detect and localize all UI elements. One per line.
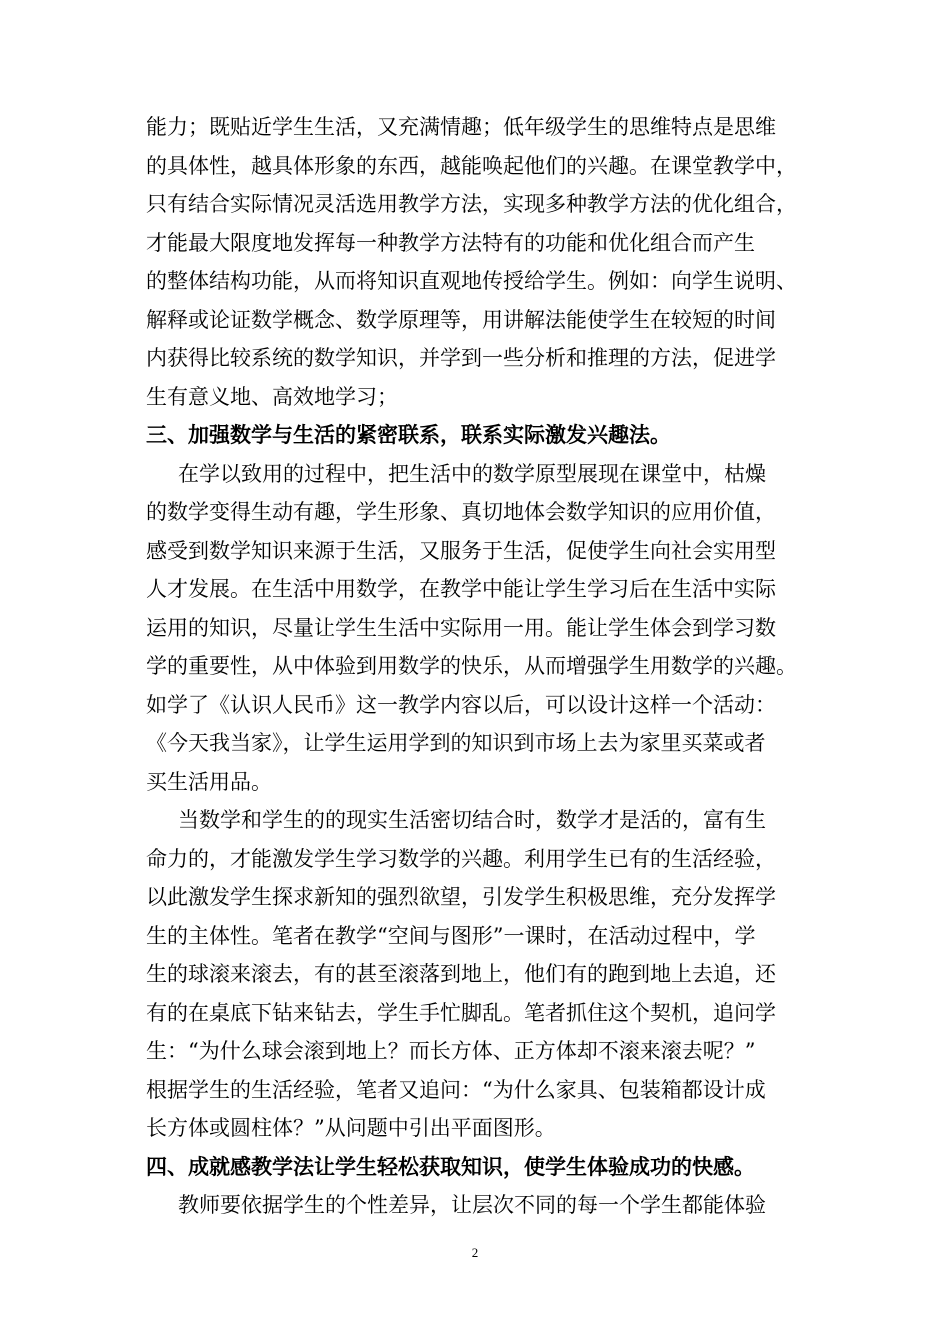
- text-line: 的整体结构功能，从而将知识直观地传授给学生。例如：向学生说明、: [146, 269, 797, 293]
- text-line: 生的球滚来滚去，有的甚至滚落到地上，他们有的跑到地上去追，还: [146, 962, 776, 986]
- text-line: 解释或论证数学概念、数学原理等，用讲解法能使学生在较短的时间: [146, 307, 776, 332]
- text-line: 只有结合实际情况灵活选用教学方法，实现多种教学方法的优化组合，: [146, 192, 797, 216]
- text-line: 买生活用品。: [146, 769, 272, 794]
- text-line: 当数学和学生的的现实生活密切结合时，数学才是活的，富有生: [178, 808, 766, 832]
- text-line: 学的重要性，从中体验到用数学的快乐，从而增强学生用数学的兴趣。: [146, 654, 797, 678]
- text-line: 命力的，才能激发学生学习数学的兴趣。利用学生已有的生活经验，: [146, 846, 776, 871]
- text-line: 《今天我当家》，让学生运用学到的知识到市场上去为家里买菜或者: [146, 731, 766, 755]
- text-line: 的数学变得生动有趣，学生形象、真切地体会数学知识的应用价值，: [146, 500, 776, 524]
- text-line: 根据学生的生活经验，笔者又追问：“为什么家具、包装箱都设计成: [146, 1077, 766, 1102]
- section-heading: 三、加强数学与生活的紧密联系，联系实际激发兴趣法。: [146, 422, 671, 447]
- text-line: 生有意义地、高效地学习；: [146, 384, 398, 409]
- text-line: 感受到数学知识来源于生活，又服务于生活，促使学生向社会实用型: [146, 538, 776, 563]
- text-line: 有的在桌底下钻来钻去，学生手忙脚乱。笔者抓住这个契机，追问学: [146, 1000, 776, 1025]
- text-line: 人才发展。在生活中用数学，在教学中能让学生学习后在生活中实际: [146, 577, 776, 601]
- text-line: 在学以致用的过程中，把生活中的数学原型展现在课堂中，枯燥: [178, 461, 766, 486]
- text-line: 内获得比较系统的数学知识，并学到一些分析和推理的方法，促进学: [146, 346, 776, 370]
- page-number: 2: [471, 1245, 479, 1260]
- text-line: 生：“为什么球会滚到地上？而长方体、正方体却不滚来滚去呢？”: [146, 1039, 756, 1063]
- body-text: [146, 108, 811, 1225]
- text-line: 运用的知识，尽量让学生生活中实际用一用。能让学生体会到学习数: [146, 615, 776, 640]
- text-line: 才能最大限度地发挥每一种教学方法特有的功能和优化组合而产生: [146, 230, 755, 255]
- text-line: 长方体或圆柱体？”从问题中引出平面图形。: [146, 1116, 556, 1140]
- text-line: 生的主体性。笔者在教学“空间与图形”一课时，在活动过程中，学: [146, 923, 756, 948]
- text-line: 以此激发学生探求新知的强烈欲望，引发学生积极思维，充分发挥学: [146, 885, 776, 909]
- text-line: 教师要依据学生的个性差异，让层次不同的每一个学生都能体验: [178, 1193, 766, 1217]
- section-heading: 四、成就感教学法让学生轻松获取知识，使学生体验成功的快感。: [146, 1153, 755, 1179]
- text-line: 能力；既贴近学生生活，又充满情趣；低年级学生的思维特点是思维: [146, 115, 776, 139]
- text-line: 如学了《认识人民币》这一教学内容以后，可以设计这样一个活动：: [146, 692, 776, 717]
- text-line: 的具体性，越具体形象的东西，越能唤起他们的兴趣。在课堂教学中，: [146, 153, 797, 178]
